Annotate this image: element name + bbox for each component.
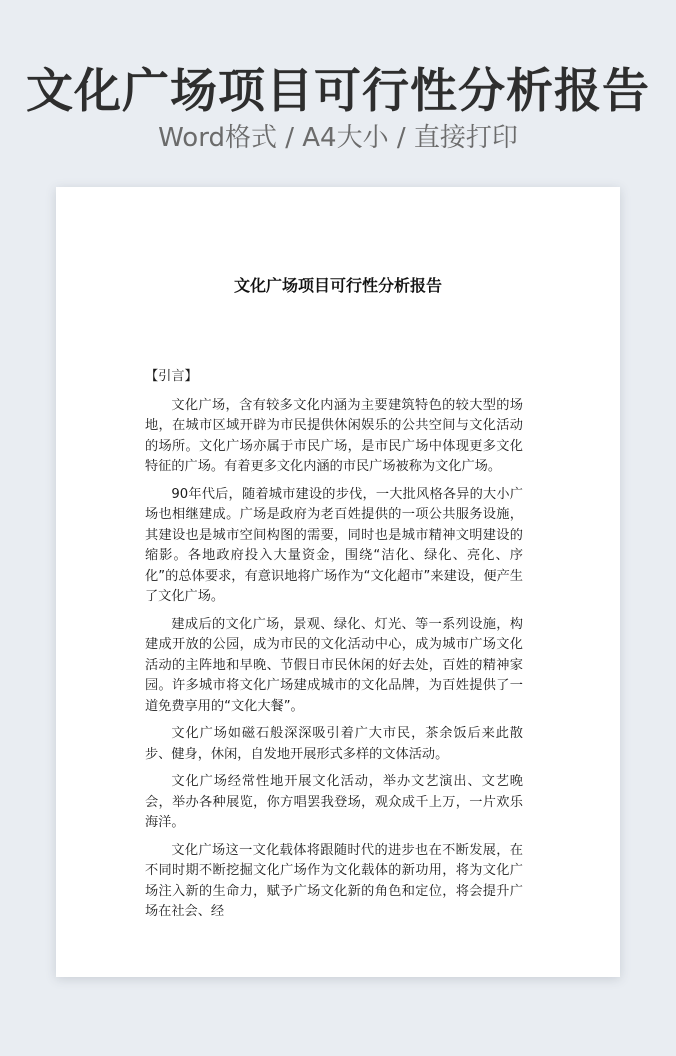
- paragraph: 文化广场这一文化载体将跟随时代的进步也在不断发展，在不同时期不断挖掘文化广场作为文化载体的新功用，将为文化广场注入新的生命力，赋予广场文化新的角色和定位，将会提升广场在社会、经: [145, 842, 523, 919]
- section-label: 【引言】: [145, 369, 198, 384]
- banner-subtitle: Word格式 / A4大小 / 直接打印: [158, 123, 518, 153]
- document-page: [56, 187, 620, 977]
- banner-title: 文化广场项目可行性分析报告: [26, 64, 650, 119]
- paragraph: 文化广场，含有较多文化内涵为主要建筑特色的较大型的场地，在城市区域开辟为市民提供休闲娱乐的公共空间与文化活动的场所。文化广场亦属于市民广场，是市民广场中体现更多文化特征的广场。有着更多文化内涵的市民广场被称为文化广场。: [145, 397, 523, 474]
- document-title: 文化广场项目可行性分析报告: [233, 276, 442, 295]
- paragraph: 90年代后，随着城市建设的步伐，一大批风格各异的大小广场也相继建成。广场是政府为老百姓提供的一项公共服务设施，其建设也是城市空间构图的需要，同时也是城市精神文明建设的缩影。各地政府投入大量资金，围绕“洁化、绿化、亮化、序化”的总体要求，有意识地将广场作为“文化超市”来建设，便产生了文化广场。: [145, 486, 523, 604]
- paragraph: 建成后的文化广场，景观、绿化、灯光、等一系列设施，构建成开放的公园，成为市民的文化活动中心，成为城市广场文化活动的主阵地和早晚、节假日市民休闲的好去处，百姓的精神家园。许多城市将文化广场建成城市的文化品牌，为百姓提供了一道免费享用的“文化大餐”。: [145, 616, 523, 714]
- paragraph: 文化广场如磁石般深深吸引着广大市民，茶余饭后来此散步、健身，休闲，自发地开展形式多样的文体活动。: [145, 726, 523, 762]
- document-body: [145, 367, 523, 930]
- paragraph: 文化广场经常性地开展文化活动，举办文艺演出、文艺晚会，举办各种展览，你方唱罢我登场，观众成千上万，一片欢乐海洋。: [145, 774, 523, 830]
